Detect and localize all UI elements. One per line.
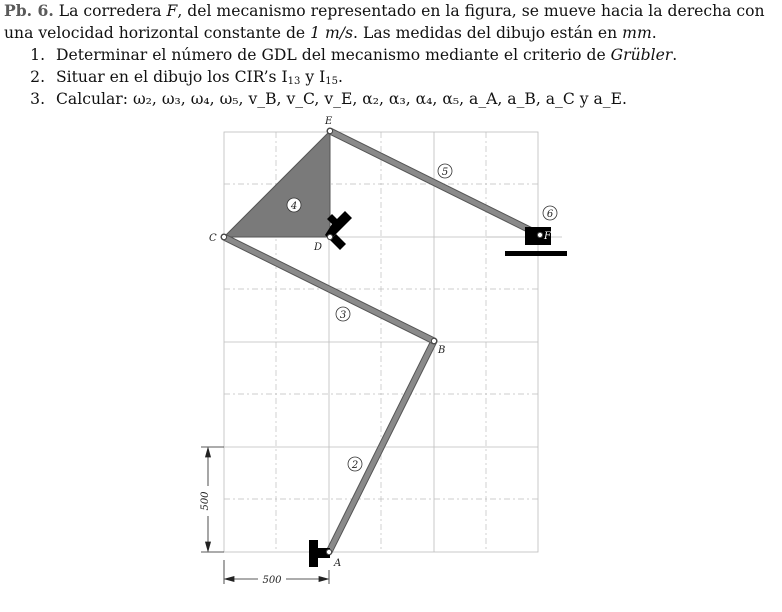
svg-text:4: 4 — [290, 201, 298, 212]
task-item-3: 3. Calcular: ω₂, ω₃, ω₄, ω₅, v_B, v_C, v_E, α₂, α₃, α₄, α₅, a_A, a_B, a_C y a_E. — [50, 88, 780, 110]
task-item-1: 1. Determinar el número de GDL del mecanismo mediante el criterio de Grübler. — [50, 44, 780, 66]
task-item-2: 2. Situar en el dibujo los CIR’s $I_{13}$ y $I_{15}$. — [50, 66, 780, 88]
label-a: A — [334, 558, 342, 569]
joint-a — [326, 549, 331, 554]
link-number-4 — [287, 198, 301, 212]
svg-text:2: 2 — [351, 460, 359, 471]
joint-c — [221, 234, 226, 239]
joint-e — [327, 128, 332, 133]
link-number-5 — [438, 164, 452, 178]
label-c: C — [209, 233, 217, 244]
problem-intro: Pb. 6. La corredera F, del mecanismo representado en la figura, se mueve hacia la derecha con una velocidad horizontal constante de 1 m/s. Las medidas del dibujo están en mm. — [4, 1, 765, 42]
joint-b — [431, 338, 436, 343]
link-number-6 — [543, 206, 557, 220]
link-5 — [330, 131, 540, 235]
label-d: D — [314, 242, 323, 253]
link-2 — [329, 341, 434, 552]
svg-text:3: 3 — [339, 310, 347, 321]
slider-guide — [505, 251, 567, 256]
joint-d — [327, 234, 332, 239]
dimension-vertical-label: 500 — [200, 491, 211, 511]
dimension-horizontal-label: 500 — [262, 575, 282, 586]
link-number-2 — [348, 457, 362, 471]
label-b: B — [438, 345, 446, 356]
label-f: F — [544, 231, 551, 242]
joint-f — [537, 232, 542, 237]
link-number-3 — [336, 307, 350, 321]
svg-text:6: 6 — [546, 209, 554, 220]
svg-text:5: 5 — [441, 167, 449, 178]
label-e: E — [325, 116, 333, 127]
slider-6 — [505, 227, 567, 256]
problem-number: Pb. 6. — [4, 1, 54, 20]
